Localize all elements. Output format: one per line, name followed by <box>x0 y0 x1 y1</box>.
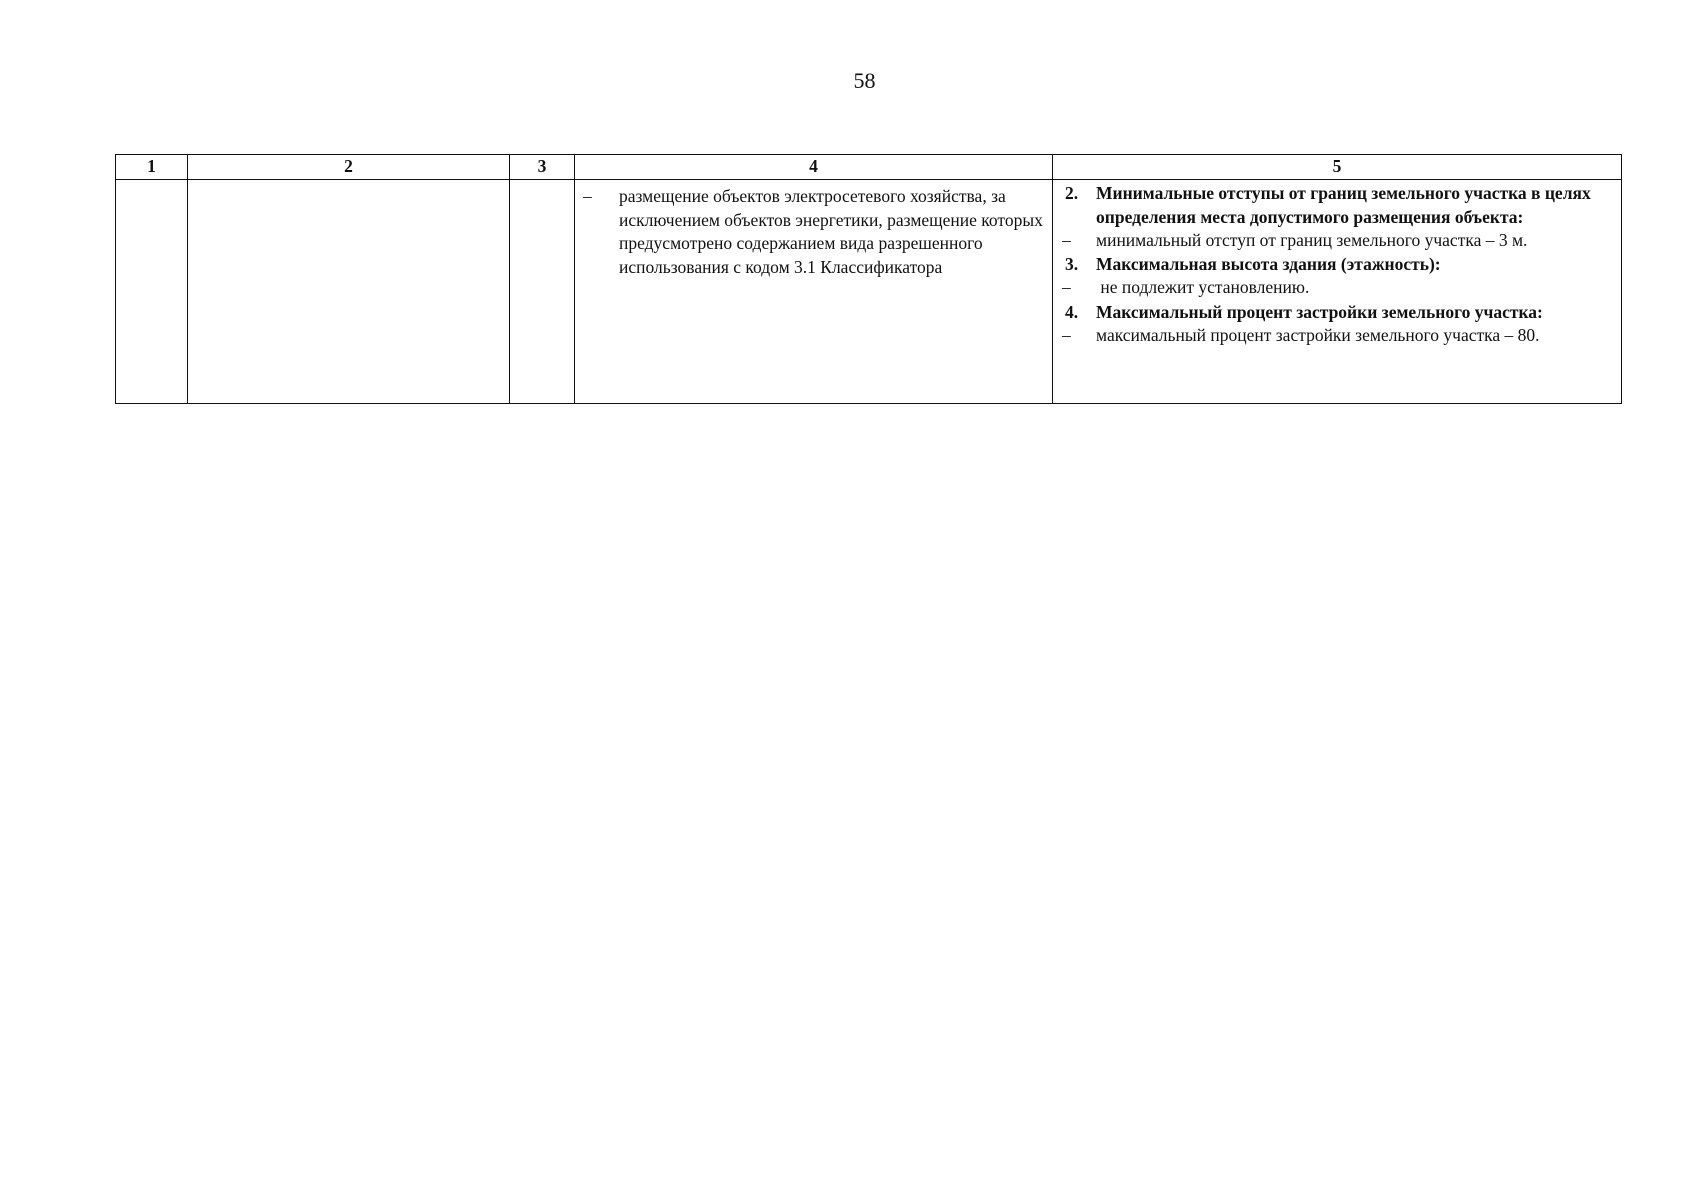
dash-marker: – <box>583 186 592 206</box>
parameter-heading-text: Максимальная высота здания (этажность): <box>1096 253 1441 274</box>
parameter-value-coverage <box>1062 324 1615 348</box>
parameter-value-text: минимальный отступ от границ земельного участка – 3 м. <box>1096 230 1528 250</box>
parameter-heading-height <box>1062 253 1615 277</box>
cell-col-2 <box>188 180 510 404</box>
table-header-row <box>116 155 1622 180</box>
parameter-heading-text: Минимальные отступы от границ земельного участка в целях определения места допустимого размещения объекта: <box>1096 183 1591 227</box>
parameter-heading-coverage <box>1062 301 1615 325</box>
column-header-2: 2 <box>188 155 510 180</box>
dash-marker: – <box>1062 230 1071 250</box>
item-number: 2. <box>1065 183 1079 203</box>
parameter-value-text: не подлежит установлению. <box>1096 277 1310 297</box>
parameter-heading-setbacks <box>1062 182 1615 229</box>
cell-col-5 <box>1053 180 1622 404</box>
parameter-heading-text: Максимальный процент застройки земельного участка: <box>1096 301 1543 322</box>
column-header-4: 4 <box>575 155 1053 180</box>
permitted-use-item <box>583 185 1046 279</box>
cell-col-4 <box>575 180 1053 404</box>
cell-col-3 <box>510 180 575 404</box>
item-number: 4. <box>1065 301 1079 322</box>
cell-col-1 <box>116 180 188 404</box>
column-header-1: 1 <box>116 155 188 180</box>
item-number: 3. <box>1065 253 1079 274</box>
dash-marker: – <box>1062 277 1071 297</box>
table-row <box>116 180 1622 404</box>
page-number: 58 <box>853 68 876 93</box>
column-header-5: 5 <box>1053 155 1622 180</box>
dash-marker: – <box>1062 325 1071 345</box>
parameter-value-height <box>1062 276 1615 300</box>
parameter-value-text: максимальный процент застройки земельного участка – 80. <box>1096 325 1540 345</box>
permitted-use-text: размещение объектов электросетевого хозяйства, за исключением объектов энергетики, размещение которых предусмотрено содержанием вида разрешенного использования с кодом 3.1 Классификатора <box>619 186 1043 277</box>
column-header-3: 3 <box>510 155 575 180</box>
parameter-value-setbacks <box>1062 229 1615 253</box>
regulations-table <box>115 154 1622 404</box>
